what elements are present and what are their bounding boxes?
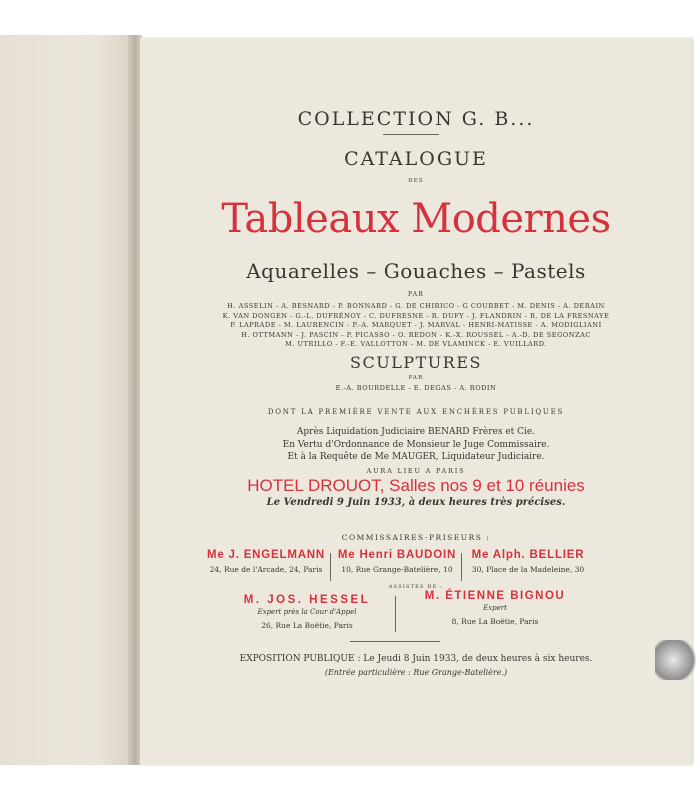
expert-role: Expert près la Cour d'Appel [257, 608, 357, 616]
painters-line: K. VAN DONGEN - G.-L. DUFRÉNOY - C. DUFRESNE - R. DUFY - J. FLANDRIN - R. DE LA FRESNAYE [222, 311, 610, 320]
sale-details [140, 426, 692, 464]
metal-clip-ornament [655, 640, 700, 680]
divider [350, 641, 440, 642]
subtitle: Aquarelles – Gouaches – Pastels [246, 259, 586, 283]
expert-name: M. JOS. HESSEL [243, 594, 371, 606]
commissaire-address: 10, Rue Grange-Batelière, 10 [341, 565, 453, 574]
expert-role: Expert [483, 604, 507, 612]
commissaire-bellier [463, 549, 593, 574]
painters-line: H. ASSELIN - A. BESNARD - P. BONNARD - G. DE CHIRICO - G COURBET - M. DENIS - A. DERAIN [227, 302, 605, 310]
expert-name: M. ÉTIENNE BIGNOU [424, 590, 566, 602]
commissaire-name: Me Henri BAUDOIN [337, 549, 457, 561]
expert-hessel [222, 594, 392, 630]
sale-line: Après Liquidation Judiciaire BENARD Frères et Cie. [296, 427, 536, 437]
exposition-text: EXPOSITION PUBLIQUE : Le Jeudi 8 Juin 1933, de deux heures à six heures. [239, 654, 593, 664]
aura-lieu: AURA LIEU A PARIS [366, 467, 466, 475]
separator [395, 596, 396, 632]
commissaire-name: Me J. ENGELMANN [206, 549, 326, 561]
expert-address: 8, Rue La Boëtie, Paris [451, 617, 539, 626]
painters-line: M. UTRILLO - F.-E. VALLOTTON - M. DE VLAMINCK - E. VUILLARD. [285, 340, 547, 349]
separator [330, 553, 331, 581]
collection-title: COLLECTION G. B... [297, 108, 535, 130]
main-title: Tableaux Modernes [221, 196, 611, 242]
expert-bignou [397, 590, 593, 626]
sculptures-title: SCULPTURES [350, 353, 482, 372]
experts-heading: ASSISTÉS DE : [388, 584, 444, 590]
catalogue-label: CATALOGUE [344, 148, 488, 170]
venue: HOTEL DROUOT, Salles nos 9 et 10 réunies [247, 476, 585, 495]
commissaires-heading: COMMISSAIRES-PRISEURS : [341, 533, 491, 542]
sale-line: Et à la Requête de Me MAUGER, Liquidateur Judiciaire. [287, 452, 545, 462]
commissaire-name: Me Alph. BELLIER [471, 549, 585, 561]
expert-address: 26, Rue La Boëtie, Paris [261, 621, 353, 630]
sale-date: Le Vendredi 9 Juin 1933, à deux heures très précises. [266, 497, 566, 508]
left-page [0, 35, 136, 765]
exposition-entry: (Entrée particulière : Rue Grange-Batelière.) [324, 668, 508, 677]
painters-line: P. LAPRADE - M. LAURENCIN - P.-A. MARQUET - J. MARVAL - HENRI-MATISSE - A. MODIGLIANI [230, 321, 602, 330]
painters-list [140, 302, 692, 350]
divider [383, 134, 439, 135]
des-label: DES [408, 178, 424, 184]
commissaire-address: 24, Rue de l'Arcade, 24, Paris [209, 565, 323, 574]
sale-line: En Vertu d'Ordonnance de Monsieur le Juge Commissaire. [282, 439, 550, 450]
sculptors-list: E.-A. BOURDELLE - E. DEGAS - A. RODIN [335, 384, 497, 392]
sale-intro: DONT LA PREMIÈRE VENTE AUX ENCHÈRES PUBLIQUES [267, 408, 565, 416]
painters-line: H. OTTMANN - J. PASCIN - P. PICASSO - O. REDON - K.-X. ROUSSEL - A.-D. DE SEGONZAC [241, 330, 591, 339]
par-label: PAR [408, 291, 424, 298]
commissaire-engelmann [200, 549, 332, 574]
separator [461, 553, 462, 581]
commissaire-baudoin [334, 549, 460, 574]
sculptures-par: PAR [408, 375, 424, 381]
commissaire-address: 30, Place de la Madeleine, 30 [471, 565, 585, 574]
